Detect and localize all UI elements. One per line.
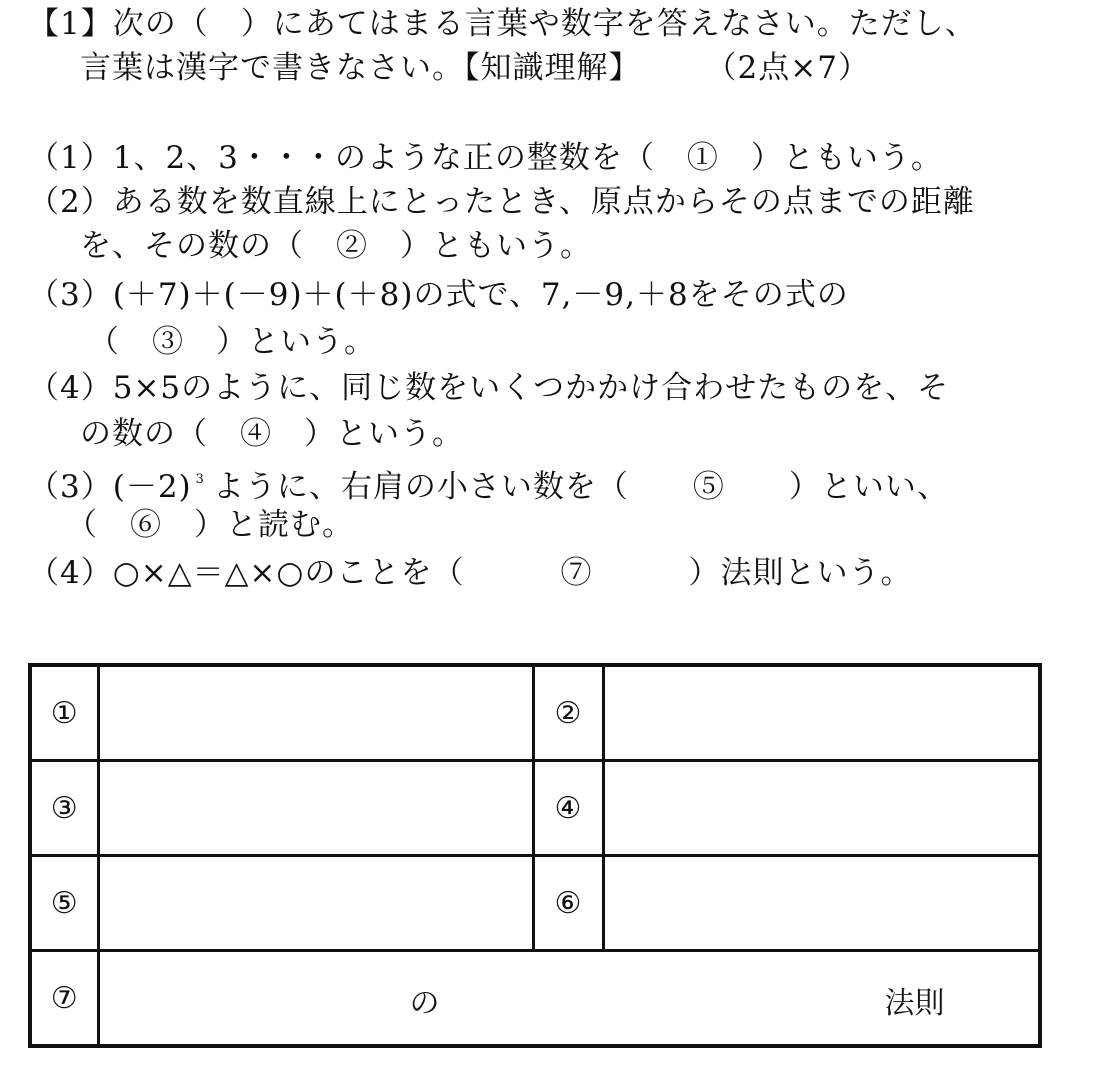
answer-7-law-text: 法則: [884, 986, 945, 1021]
answer-label-1: ①: [30, 665, 98, 761]
question-5-prefix: （3）(－2): [28, 469, 192, 505]
answer-cell-7[interactable]: [98, 951, 1040, 1047]
answer-cell-1[interactable]: [98, 665, 533, 761]
answer-label-2: ②: [533, 665, 603, 761]
question-4-line-2: の数の（ ④ ）という。: [80, 416, 464, 452]
answer-label-5: ⑤: [30, 856, 98, 951]
answer-cell-2[interactable]: [603, 665, 1040, 761]
question-2-line-2: を、その数の（ ② ）ともいう。: [80, 228, 592, 264]
question-3-line-2: （ ③ ）という。: [88, 324, 376, 360]
answer-cell-3[interactable]: [98, 761, 533, 856]
answer-cell-6[interactable]: [603, 856, 1040, 951]
answer-label-7: ⑦: [30, 951, 98, 1047]
answer-label-4: ④: [533, 761, 603, 856]
question-4-line-1: （4）5×5のように、同じ数をいくつかかけ合わせたものを、そ: [28, 370, 950, 406]
question-3-line-1: （3）(＋7)＋(－9)＋(＋8)の式で、7,－9,＋8をその式の: [28, 277, 849, 313]
question-2-line-1: （2）ある数を数直線上にとったとき、原点からその点までの距離: [28, 184, 975, 220]
header-line-2: 言葉は漢字で書きなさい。【知識理解】 （2点×7）: [80, 50, 870, 86]
header-line-1: 【1】次の（ ）にあてはまる言葉や数字を答えなさい。ただし、: [28, 6, 977, 42]
answer-label-6: ⑥: [533, 856, 603, 951]
question-5-suffix: ように、右肩の小さい数を（ ⑤ ）といい、: [212, 469, 949, 505]
answer-row: [30, 761, 1040, 856]
question-5-line-2: （ ⑥ ）と読む。: [66, 507, 354, 543]
answer-row: [30, 951, 1040, 1047]
question-5-exponent: 3: [195, 472, 205, 487]
answer-7-no-text: の: [409, 986, 440, 1021]
answer-row: [30, 665, 1040, 761]
answer-cell-5[interactable]: [98, 856, 533, 951]
question-6: （4）○×△＝△×○のことを（ ⑦ ）法則という。: [28, 555, 913, 591]
answer-label-3: ③: [30, 761, 98, 856]
answer-row: [30, 856, 1040, 951]
question-1: （1）1、2、3・・・のような正の整数を（ ① ）ともいう。: [28, 140, 943, 176]
answer-cell-4[interactable]: [603, 761, 1040, 856]
question-5-line-1: [28, 460, 949, 507]
answer-table: [28, 663, 1042, 1048]
